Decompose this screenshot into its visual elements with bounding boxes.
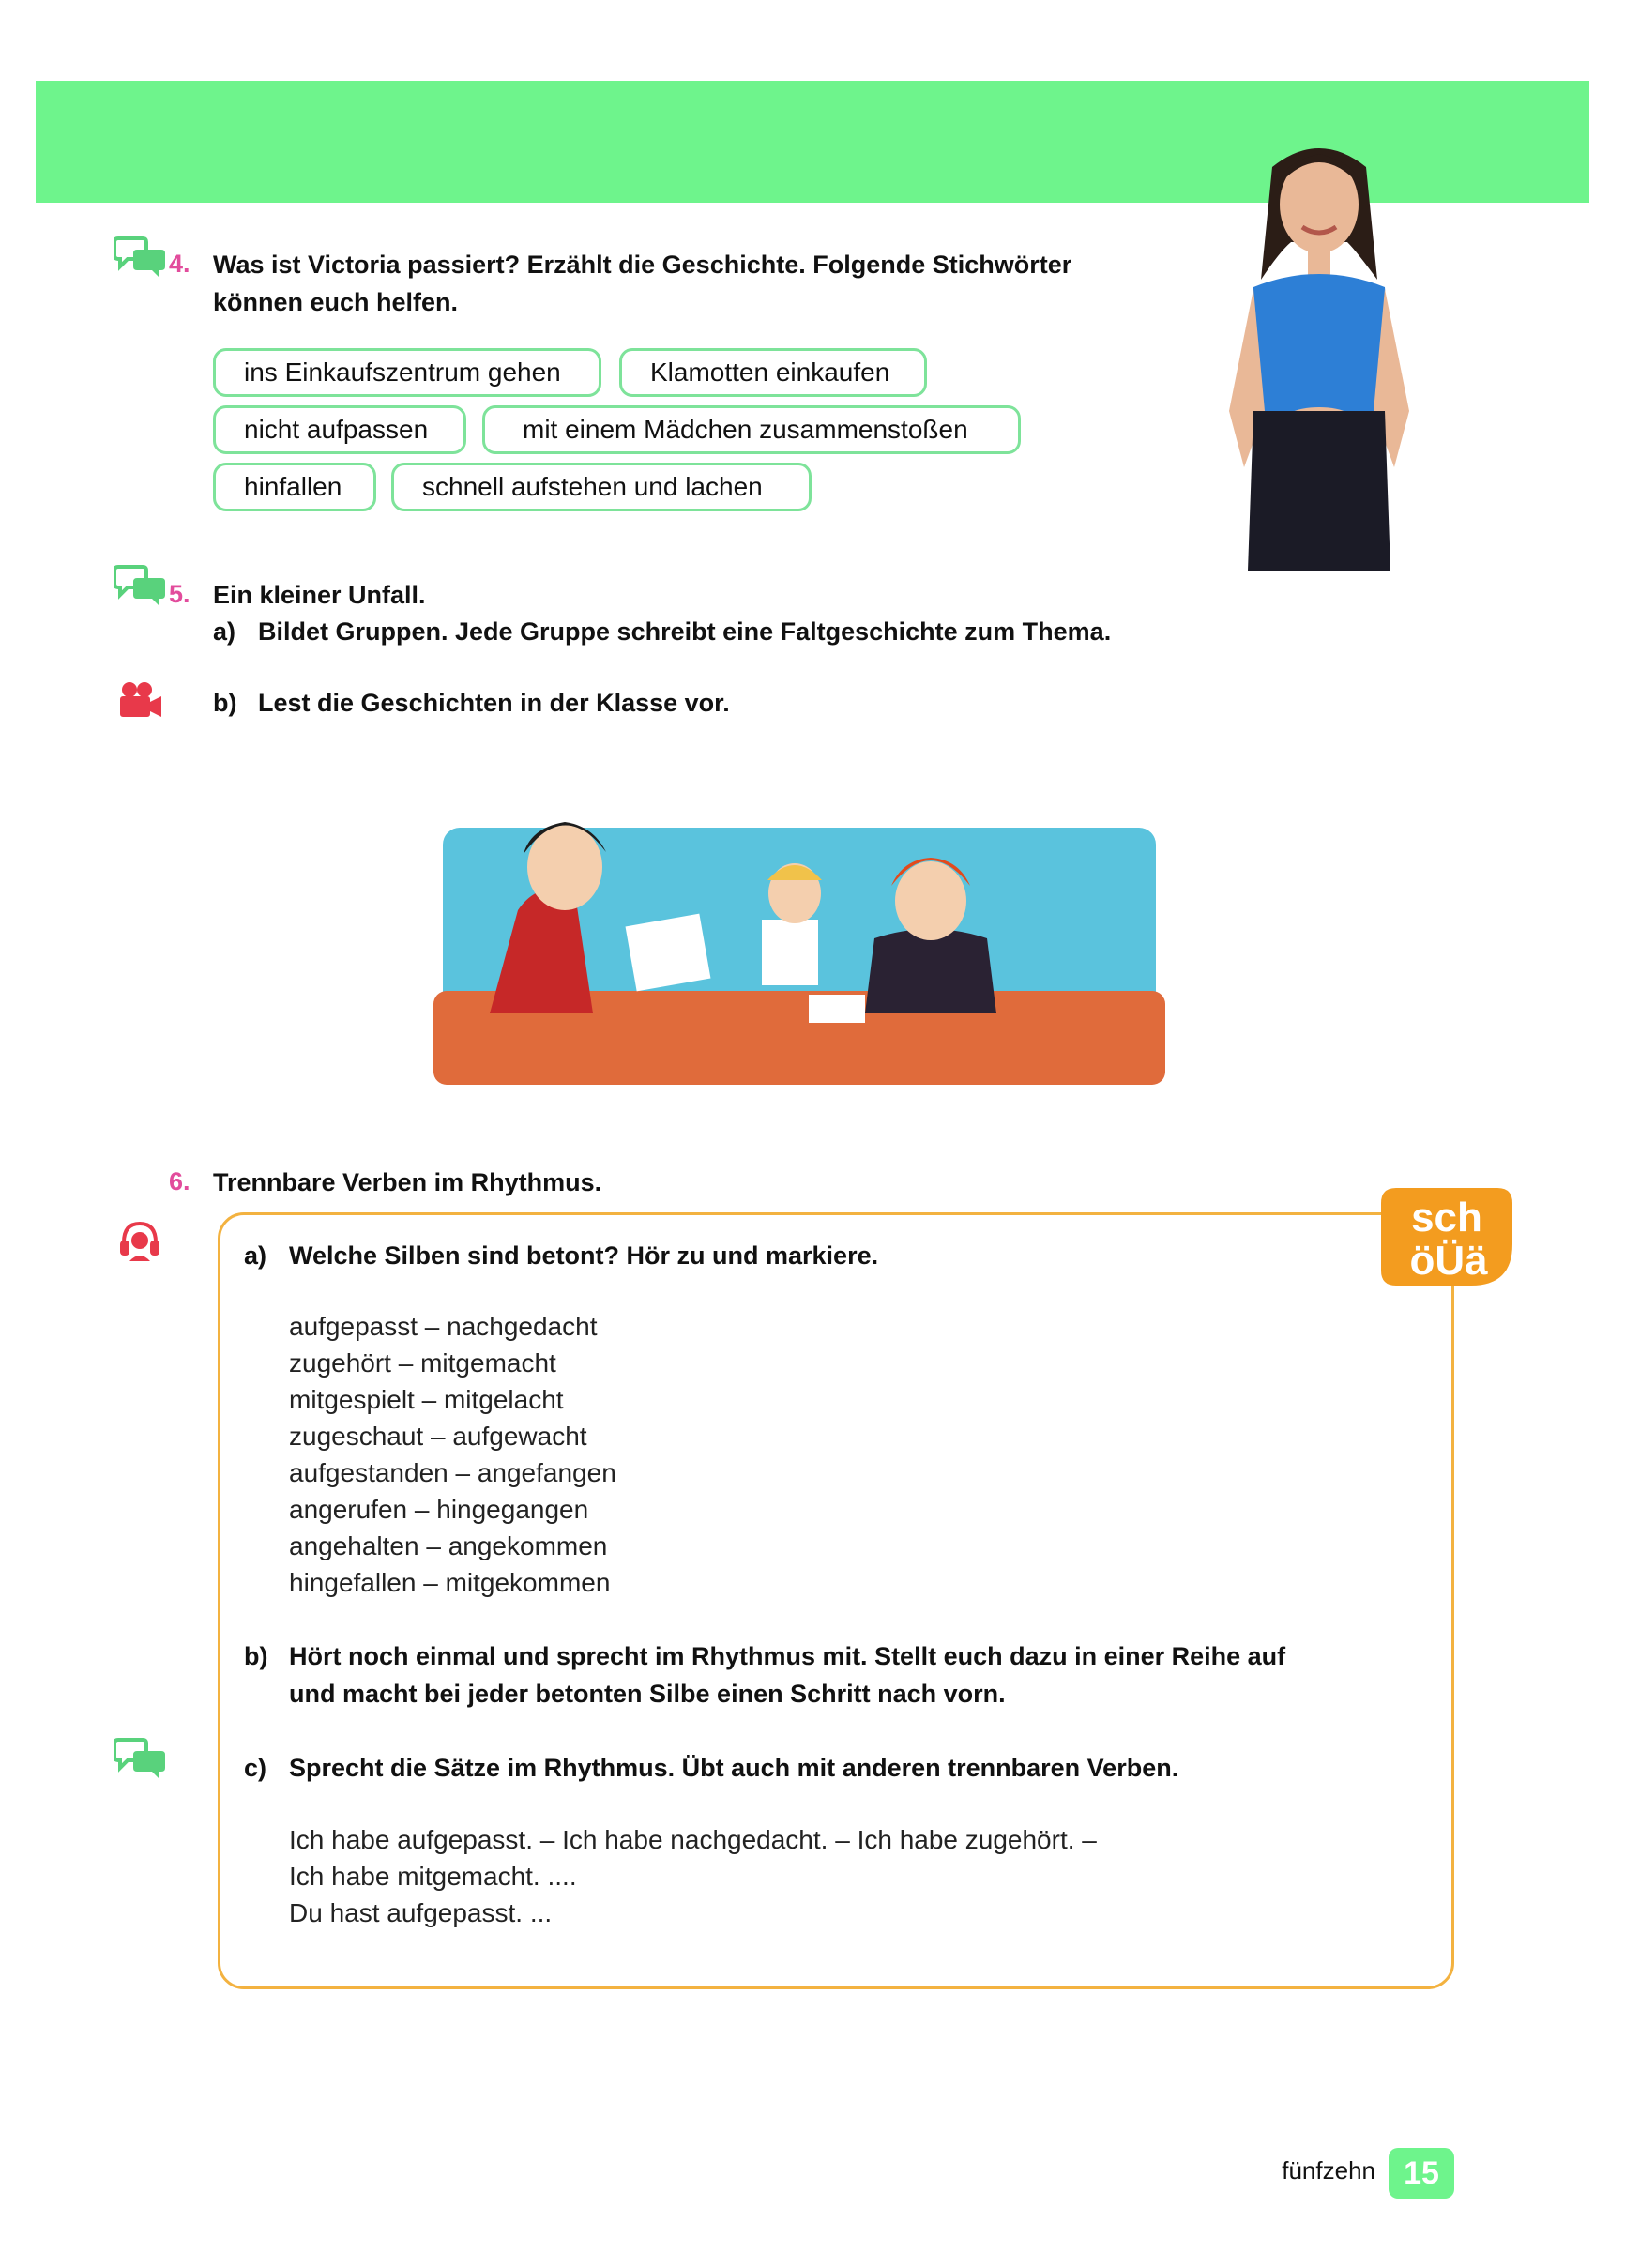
word-pair-list: [289, 1308, 616, 1601]
example-line: Ich habe aufgepasst. – Ich habe nachgedacht. – Ich habe zugehört. –: [289, 1825, 1097, 1854]
task-6a-letter: a): [244, 1241, 267, 1270]
keyword-chip: hinfallen: [213, 463, 376, 511]
task-6c: [244, 1749, 1178, 1787]
task-6b: [244, 1637, 1407, 1712]
task-5a: [213, 613, 1111, 650]
keyword-chip: ins Einkaufszentrum gehen: [213, 348, 601, 397]
photo-victoria: [1216, 129, 1422, 571]
task-6c-text: Sprecht die Sätze im Rhythmus. Übt auch mit anderen trennbaren Verben.: [289, 1754, 1179, 1782]
word-pair: aufgepasst – nachgedacht: [289, 1312, 598, 1341]
speech-bubbles-icon: [114, 235, 167, 280]
task-5a-letter: a): [213, 617, 236, 646]
task-6-title: Trennbare Verben im Rhythmus.: [213, 1168, 602, 1196]
word-pair: aufgestanden – angefangen: [289, 1458, 616, 1487]
headphones-icon: [118, 1218, 161, 1263]
speech-bubbles-icon: [114, 1736, 167, 1781]
word-pair: mitgespielt – mitgelacht: [289, 1385, 564, 1414]
task-5b-text: Lest die Geschichten in der Klasse vor.: [258, 689, 730, 717]
task-6c-letter: c): [244, 1754, 267, 1782]
speech-bubbles-icon: [114, 563, 167, 608]
task-4-title-line2: können euch helfen.: [213, 288, 459, 316]
task-4-number: 4.: [169, 250, 190, 278]
task-5b: [213, 684, 730, 722]
keyword-chip: nicht aufpassen: [213, 405, 466, 454]
badge-sch-oUa: [1377, 1184, 1516, 1289]
badge-top-text: sch: [1411, 1195, 1482, 1241]
page-number: 15: [1389, 2148, 1454, 2199]
task-6b-line2: und macht bei jeder betonten Silbe einen Schritt nach vorn.: [289, 1680, 1006, 1708]
task-5a-text: Bildet Gruppen. Jede Gruppe schreibt eine Faltgeschichte zum Thema.: [258, 617, 1112, 646]
badge-bottom-text: öÜä: [1409, 1238, 1488, 1284]
task-5-number: 5.: [169, 580, 190, 608]
keyword-chip: Klamotten einkaufen: [619, 348, 927, 397]
task-6b-line1: Hört noch einmal und sprecht im Rhythmus mit. Stellt euch dazu in einer Reihe auf: [289, 1642, 1286, 1670]
page-number-word: fünfzehn: [1282, 2156, 1375, 2184]
example-sentences: [289, 1821, 1097, 1931]
word-pair: zugeschaut – aufgewacht: [289, 1422, 587, 1451]
task-6a: [244, 1237, 878, 1274]
keyword-chip: schnell aufstehen und lachen: [391, 463, 812, 511]
video-camera-icon: [118, 681, 163, 719]
task-5b-letter: b): [213, 689, 237, 717]
word-pair: zugehört – mitgemacht: [289, 1348, 556, 1378]
word-pair: angehalten – angekommen: [289, 1531, 608, 1560]
example-line: Ich habe mitgemacht. ....: [289, 1862, 577, 1891]
word-pair: angerufen – hingegangen: [289, 1495, 589, 1524]
illustration-kids-writing: [433, 807, 1165, 1085]
task-5-title: Ein kleiner Unfall.: [213, 581, 426, 609]
task-6b-letter: b): [244, 1642, 268, 1670]
keyword-chip: mit einem Mädchen zusammenstoßen: [482, 405, 1021, 454]
task-6-number: 6.: [169, 1167, 190, 1195]
task-4-title: [213, 246, 1071, 321]
task-4-title-line1: Was ist Victoria passiert? Erzählt die Geschichte. Folgende Stichwörter: [213, 251, 1072, 279]
example-line: Du hast aufgepasst. ...: [289, 1898, 553, 1927]
word-pair: hingefallen – mitgekommen: [289, 1568, 611, 1597]
task-6a-text: Welche Silben sind betont? Hör zu und markiere.: [289, 1241, 879, 1270]
